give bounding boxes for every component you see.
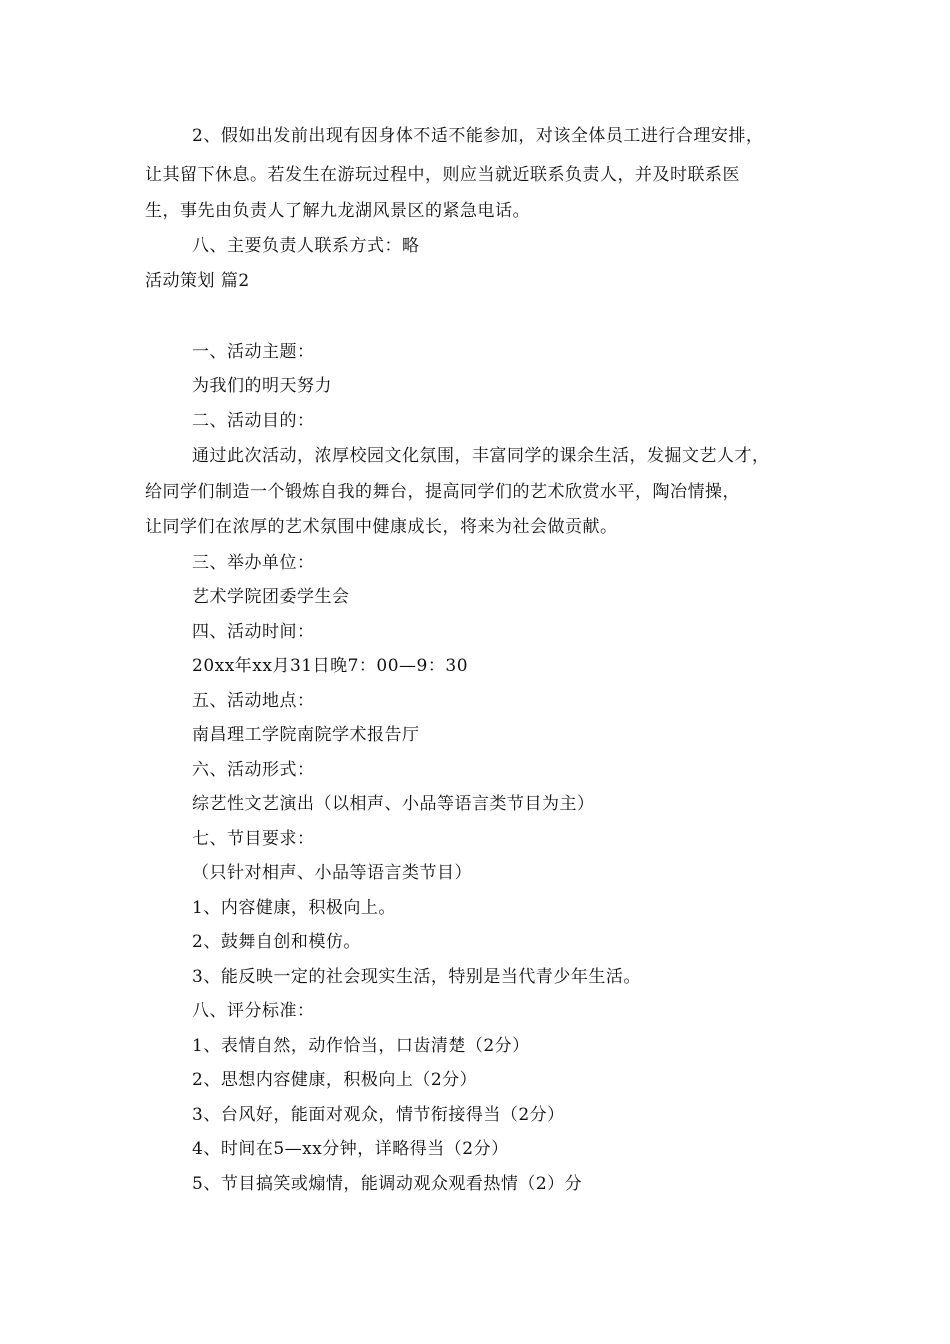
requirement-item: 3、能反映一定的社会现实生活，特别是当代青少年生活。 bbox=[192, 967, 641, 987]
form-heading: 六、活动形式： bbox=[192, 760, 315, 780]
place-heading: 五、活动地点： bbox=[192, 691, 315, 711]
paragraph-line: 生，事先由负责人了解九龙湖风景区的紧急电话。 bbox=[145, 201, 530, 221]
organizer-value: 艺术学院团委学生会 bbox=[192, 587, 350, 607]
place-value: 南昌理工学院南院学术报告厅 bbox=[192, 725, 420, 745]
requirement-item: 1、内容健康，积极向上。 bbox=[192, 898, 396, 918]
purpose-line: 让同学们在浓厚的艺术氛围中健康成长，将来为社会做贡献。 bbox=[145, 517, 618, 537]
paragraph-line: 让其留下休息。若发生在游玩过程中，则应当就近联系负责人，并及时联系医 bbox=[145, 165, 740, 185]
scoring-item: 5、节目搞笑或煽情，能调动观众观看热情（2）分 bbox=[192, 1174, 583, 1194]
purpose-line: 通过此次活动，浓厚校园文化氛围，丰富同学的课余生活，发掘文艺人才， bbox=[192, 446, 770, 466]
purpose-heading: 二、活动目的： bbox=[192, 411, 315, 431]
scoring-item: 3、台风好，能面对观众，情节衔接得当（2分） bbox=[192, 1105, 565, 1125]
time-heading: 四、活动时间： bbox=[192, 622, 315, 642]
paragraph-line: 2、假如出发前出现有因身体不适不能参加，对该全体员工进行合理安排， bbox=[192, 126, 764, 146]
organizer-heading: 三、举办单位： bbox=[192, 553, 315, 573]
scoring-item: 2、思想内容健康，积极向上（2分） bbox=[192, 1070, 478, 1090]
scoring-heading: 八、评分标准： bbox=[192, 1001, 315, 1021]
theme-value: 为我们的明天努力 bbox=[192, 376, 332, 396]
scoring-item: 1、表情自然，动作恰当，口齿清楚（2分） bbox=[192, 1036, 530, 1056]
scoring-item: 4、时间在5—xx分钟，详略得当（2分） bbox=[192, 1139, 509, 1159]
section-title: 活动策划 篇2 bbox=[145, 271, 250, 291]
form-value: 综艺性文艺演出（以相声、小品等语言类节目为主） bbox=[192, 794, 595, 814]
requirement-item: 2、鼓舞自创和模仿。 bbox=[192, 932, 361, 952]
contact-line: 八、主要负责人联系方式：略 bbox=[192, 236, 420, 256]
requirements-heading: 七、节目要求： bbox=[192, 829, 315, 849]
requirements-note: （只针对相声、小品等语言类节目） bbox=[192, 863, 472, 883]
time-value: 20xx年xx月31日晚7：00—9：30 bbox=[192, 656, 469, 676]
theme-heading: 一、活动主题： bbox=[192, 342, 315, 362]
purpose-line: 给同学们制造一个锻炼自我的舞台，提高同学们的艺术欣赏水平，陶冶情操， bbox=[145, 482, 740, 502]
